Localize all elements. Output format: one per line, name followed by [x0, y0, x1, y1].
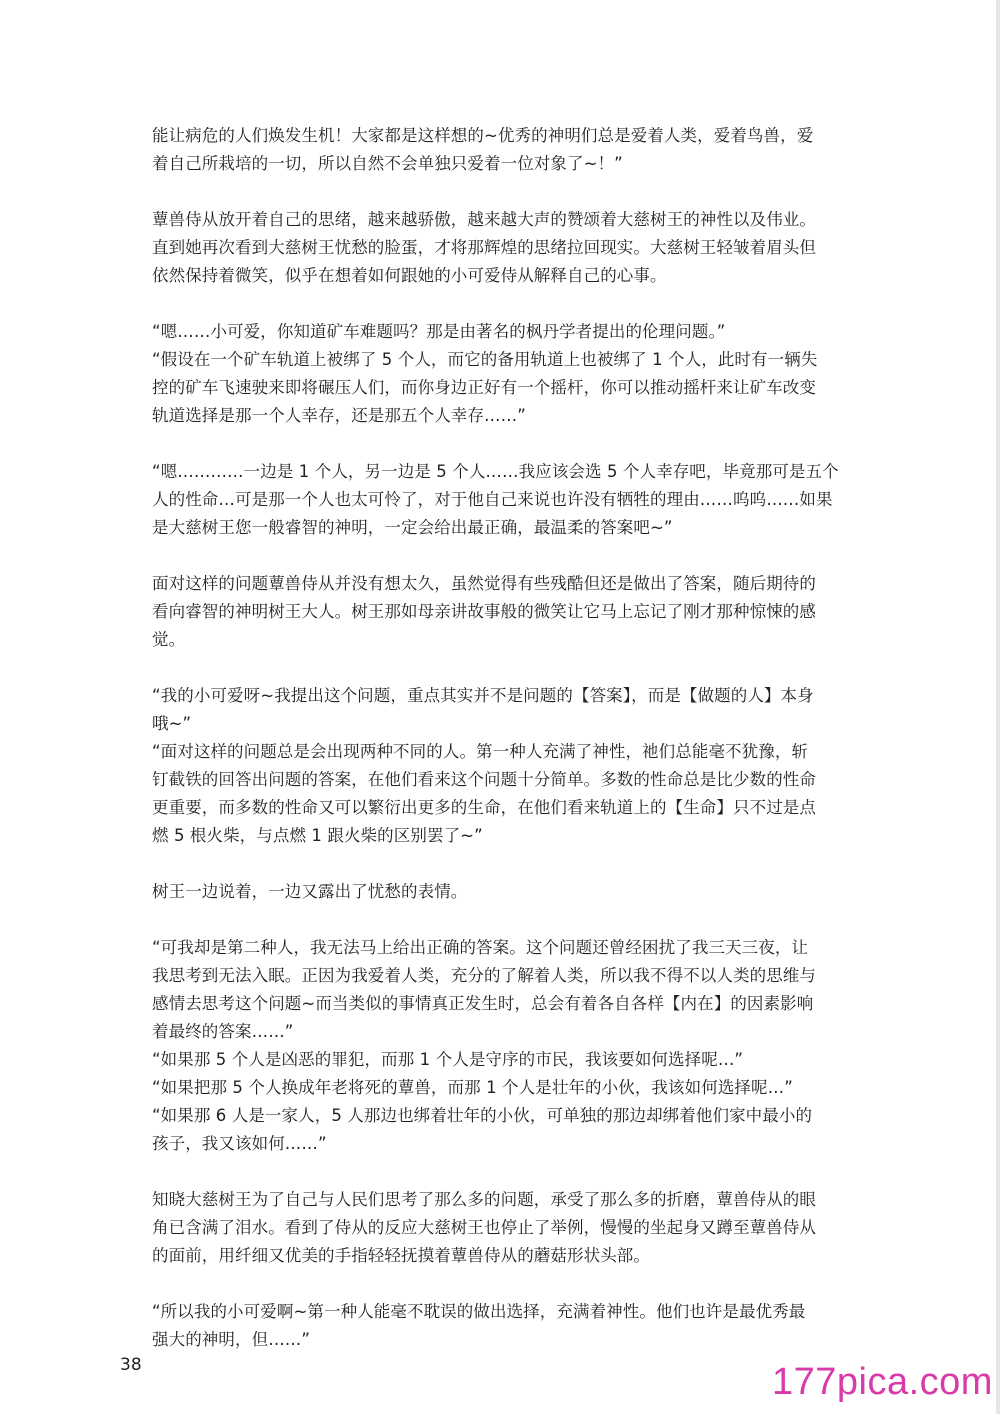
text-line: 知晓大慈树王为了自己与人民们思考了那么多的问题，承受了那么多的折磨，蕈兽侍从的眼: [152, 1190, 816, 1209]
text-line: 控的矿车飞速驶来即将碾压人们，而你身边正好有一个摇杆，你可以推动摇杆来让矿车改变: [152, 378, 816, 397]
watermark-text: 177pica.com: [772, 1361, 993, 1403]
text-line: 我思考到无法入眠。正因为我爱着人类，充分的了解着人类，所以我不得不以人类的思维与: [152, 966, 816, 985]
text-line: “我的小可爱呀~我提出这个问题，重点其实并不是问题的【答案】，而是【做题的人】本身: [152, 686, 814, 705]
paragraph: [152, 1298, 852, 1354]
text-line: 强大的神明，但……”: [152, 1330, 311, 1349]
text-line: “嗯……小可爱，你知道矿车难题吗？那是由著名的枫丹学者提出的伦理问题。”: [152, 322, 726, 341]
text-line: “如果那 5 个人是凶恶的罪犯，而那 1 个人是守序的市民，我该要如何选择呢…”: [152, 1050, 744, 1069]
text-line: “如果那 6 人是一家人，5 人那边也绑着壮年的小伙，可单独的那边却绑着他们家中最小的: [152, 1106, 813, 1125]
text-line: 哦~”: [152, 714, 192, 733]
paragraph: [152, 122, 852, 178]
text-line: “如果把那 5 个人换成年老将死的蕈兽，而那 1 个人是壮年的小伙，我该如何选择呢…”: [152, 1078, 793, 1097]
text-line: 看向睿智的神明树王大人。树王那如母亲讲故事般的微笑让它马上忘记了刚才那种惊悚的感: [152, 602, 816, 621]
text-line: 着自己所栽培的一切，所以自然不会单独只爱着一位对象了~！”: [152, 154, 623, 173]
text-line: “面对这样的问题总是会出现两种不同的人。第一种人充满了神性，祂们总能毫不犹豫，斩: [152, 742, 809, 761]
paragraph: [152, 682, 852, 850]
text-line: 树王一边说着，一边又露出了忧愁的表情。: [152, 882, 468, 901]
paragraph: [152, 878, 852, 906]
paragraph: [152, 570, 852, 654]
text-line: 钉截铁的回答出问题的答案，在他们看来这个问题十分简单。多数的性命总是比少数的性命: [152, 770, 816, 789]
text-line: 觉。: [152, 630, 186, 649]
paragraph: [152, 1186, 852, 1270]
text-line: “可我却是第二种人，我无法马上给出正确的答案。这个问题还曾经困扰了我三天三夜，让: [152, 938, 809, 957]
paragraph: [152, 934, 852, 1158]
text-line: 更重要，而多数的性命又可以繁衍出更多的生命，在他们看来轨道上的【生命】只不过是点: [152, 798, 816, 817]
text-line: 直到她再次看到大慈树王忧愁的脸蛋，才将那辉煌的思绪拉回现实。大慈树王轻皱着眉头但: [152, 238, 816, 257]
text-line: 的面前，用纤细又优美的手指轻轻抚摸着蕈兽侍从的蘑菇形状头部。: [152, 1246, 650, 1265]
page-number: 38: [120, 1355, 142, 1375]
text-line: 蕈兽侍从放开着自己的思绪，越来越骄傲，越来越大声的赞颂着大慈树王的神性以及伟业。: [152, 210, 816, 229]
text-line: 角已含满了泪水。看到了侍从的反应大慈树王也停止了举例，慢慢的坐起身又蹲至蕈兽侍从: [152, 1218, 816, 1237]
text-line: 着最终的答案……”: [152, 1022, 294, 1041]
text-line: 是大慈树王您一般睿智的神明，一定会给出最正确，最温柔的答案吧~”: [152, 518, 673, 537]
text-line: 依然保持着微笑，似乎在想着如何跟她的小可爱侍从解释自己的心事。: [152, 266, 667, 285]
page-edge: [996, 0, 1000, 1414]
text-line: “所以我的小可爱啊~第一种人能毫不耽误的做出选择，充满着神性。他们也许是最优秀最: [152, 1302, 806, 1321]
paragraph: [152, 206, 852, 290]
paragraph: [152, 318, 852, 430]
text-line: “嗯…………一边是 1 个人，另一边是 5 个人……我应该会选 5 个人幸存吧，毕竟那可是五个: [152, 462, 839, 481]
text-line: 面对这样的问题蕈兽侍从并没有想太久，虽然觉得有些残酷但还是做出了答案，随后期待的: [152, 574, 816, 593]
text-line: “假设在一个矿车轨道上被绑了 5 个人，而它的备用轨道上也被绑了 1 个人，此时有一辆失: [152, 350, 818, 369]
text-line: 人的性命…可是那一个人也太可怜了，对于他自己来说也许没有牺牲的理由……呜呜……如果: [152, 490, 833, 509]
text-line: 燃 5 根火柴，与点燃 1 跟火柴的区别罢了~”: [152, 826, 483, 845]
text-line: 能让病危的人们焕发生机！大家都是这样想的~优秀的神明们总是爱着人类，爱着鸟兽，爱: [152, 126, 814, 145]
text-line: 孩子，我又该如何……”: [152, 1134, 327, 1153]
text-line: 轨道选择是那一个人幸存，还是那五个人幸存……”: [152, 406, 526, 425]
text-line: 感情去思考这个问题~而当类似的事情真正发生时，总会有着各自各样【内在】的因素影响: [152, 994, 814, 1013]
page-body: [152, 122, 852, 1382]
paragraph: [152, 458, 852, 542]
